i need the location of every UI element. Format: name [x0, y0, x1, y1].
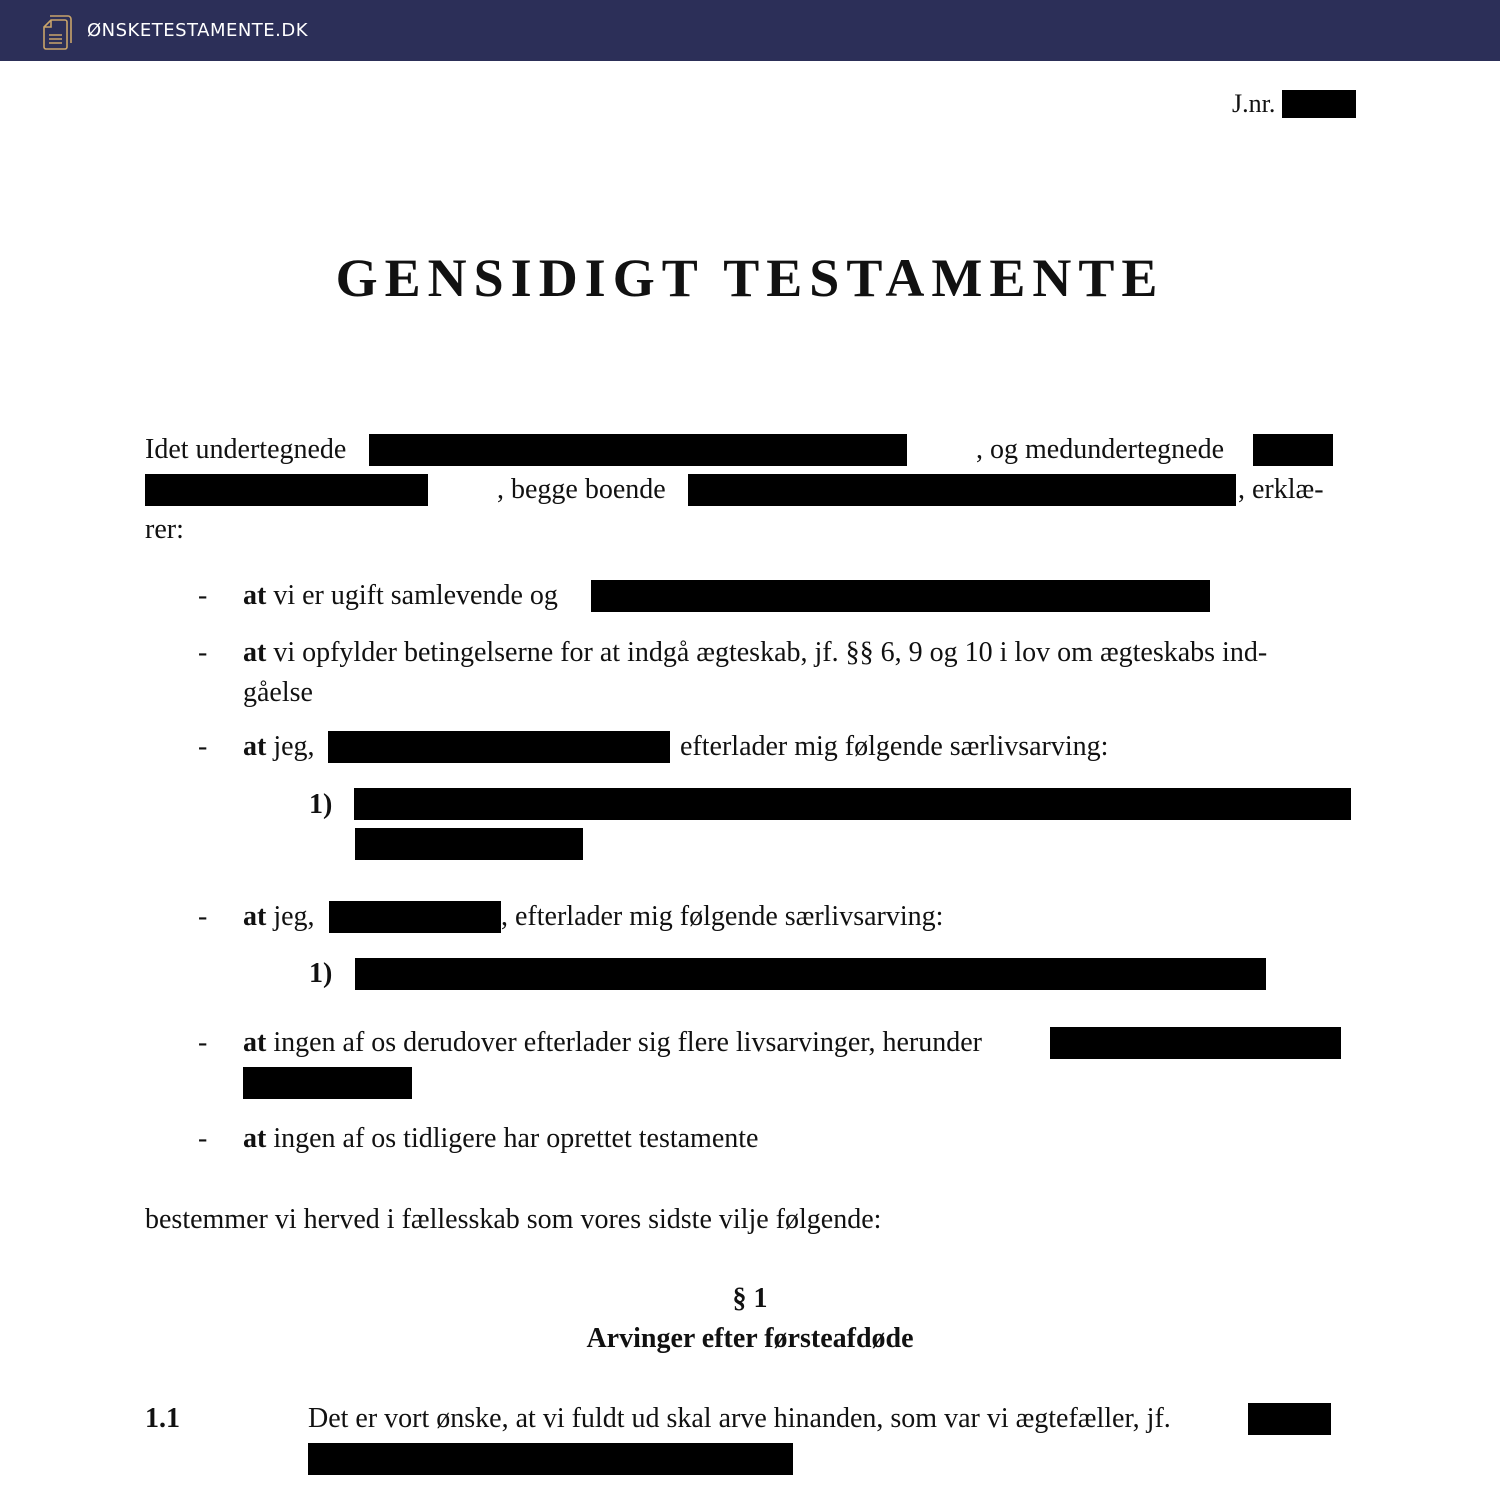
redaction [243, 1067, 412, 1099]
bullet-text: at vi er ugift samlevende og [243, 580, 558, 611]
bullet-text: at vi opfylder betingelserne for at indgå ægteskab, jf. §§ 6, 9 og 10 i lov om ægteskabs ind- [243, 637, 1268, 668]
bullet-text: , efterlader mig følgende særlivsarving: [501, 901, 944, 932]
clause-text: Det er vort ønske, at vi fuldt ud skal arve hinanden, som var vi ægtefæller, jf. [308, 1403, 1171, 1434]
bullet-text: at ingen af os derudover efterlader sig flere livsarvinger, herunder [243, 1027, 983, 1058]
intro-text: rer: [145, 514, 184, 545]
redaction [355, 828, 583, 860]
redaction [328, 731, 670, 763]
redaction [329, 901, 501, 933]
document-icon [42, 13, 74, 51]
redaction [591, 580, 1210, 612]
intro-text: , og medundertegnede [976, 434, 1225, 465]
decree-text: bestemmer vi herved i fællesskab som vores sidste vilje følgende: [145, 1204, 882, 1235]
redaction [369, 434, 907, 466]
redaction [1282, 90, 1356, 118]
intro-text: Idet undertegnede [145, 434, 347, 465]
brand-link[interactable]: ØNSKETESTAMENTE.DK [87, 20, 309, 41]
bullet-text: at jeg, [243, 731, 315, 762]
section-heading: Arvinger efter førsteafdøde [586, 1323, 914, 1354]
redaction [355, 958, 1266, 990]
top-bar [0, 0, 1500, 61]
bullet-dash: - [198, 637, 208, 668]
bullet-dash: - [198, 1123, 208, 1154]
redaction [1253, 434, 1333, 466]
clause-number: 1.1 [145, 1403, 180, 1434]
bullet-dash: - [198, 901, 208, 932]
section-number: § 1 [732, 1283, 768, 1314]
bullet-dash: - [198, 1027, 208, 1058]
jnr-label: J.nr. [1232, 89, 1276, 118]
redaction [145, 474, 428, 506]
redaction [1248, 1403, 1331, 1435]
intro-text: , erklæ- [1238, 474, 1324, 505]
redaction [354, 788, 1351, 820]
document-title: GENSIDIGT TESTAMENTE [335, 248, 1165, 308]
bullet-dash: - [198, 731, 208, 762]
bullet-text: at jeg, [243, 901, 315, 932]
bullet-text: efterlader mig følgende særlivsarving: [680, 731, 1109, 762]
intro-text: , begge boende [497, 474, 666, 505]
redaction [1050, 1027, 1341, 1059]
bullet-text: at ingen af os tidligere har oprettet testamente [243, 1123, 759, 1154]
redaction [688, 474, 1236, 506]
bullet-text: gåelse [243, 677, 313, 708]
bullet-dash: - [198, 580, 208, 611]
redaction [308, 1443, 793, 1475]
item-number: 1) [309, 789, 333, 820]
item-number: 1) [309, 958, 333, 989]
